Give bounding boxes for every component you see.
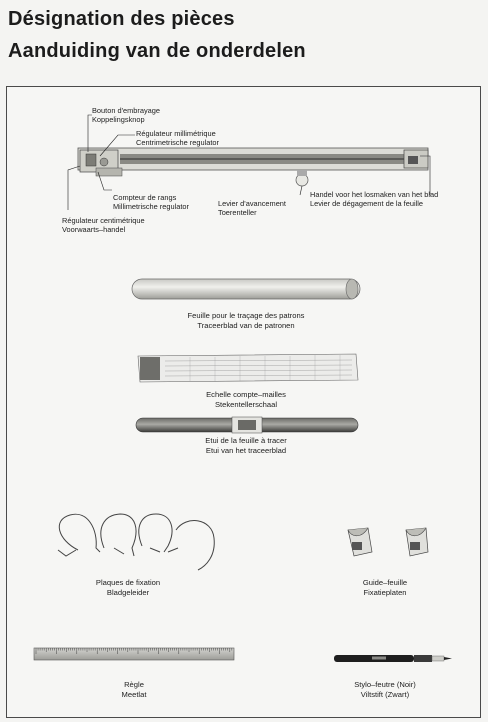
label-handel-losmaken: Handel voor het losmaken van het blad Levier de dégagement de la feuille: [310, 190, 439, 208]
page-title: Désignation des pièces: [8, 8, 235, 30]
label-bouton-embrayage: Bouton d'embrayage Koppelingsknop: [92, 106, 160, 124]
label-regulateur-centimetrique: Régulateur centimétrique Voorwaarts–handel: [62, 216, 145, 234]
caption-feuille: Feuille pour le traçage des patrons Traceerblad van de patronen: [187, 311, 305, 330]
caption-stylo: Stylo–feutre (Noir) Viltstift (Zwart): [354, 680, 416, 699]
caption-echelle: Echelle compte–mailles Stekentellerschaal: [206, 390, 286, 409]
caption-regle: Règle Meetlat: [121, 680, 147, 699]
label-compteur-rangs: Compteur de rangs Millimetrische regulator: [113, 193, 189, 211]
label-levier-avancement: Levier d'avancement Toerenteller: [218, 199, 286, 217]
label-regulateur-millimetrique: Régulateur millimétrique Centrimetrische regulator: [136, 129, 219, 147]
caption-plaques: Plaques de fixation Bladgeleider: [95, 578, 161, 597]
caption-etui: Etui de la feuille à tracer Etui van het traceerblad: [205, 436, 287, 455]
caption-guide: Guide–feuille Fixatieplaten: [362, 578, 408, 597]
page-subtitle: Aanduiding van de onderdelen: [8, 40, 306, 62]
